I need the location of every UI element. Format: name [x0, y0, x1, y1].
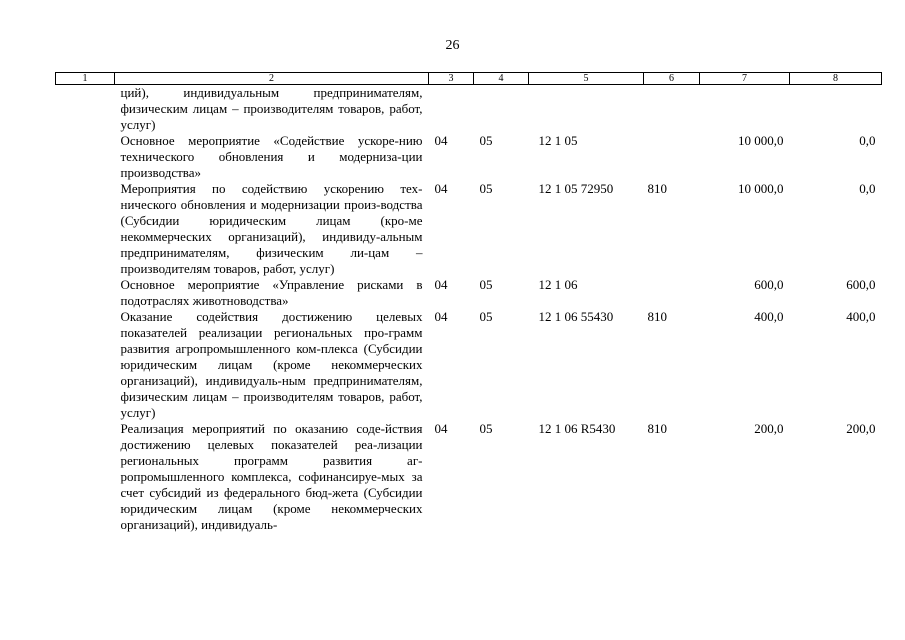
table-row	[56, 277, 882, 309]
sum-1-cell	[700, 85, 790, 134]
vr-cell: 810	[647, 181, 667, 196]
table-header	[56, 73, 882, 85]
column-header-5: 5	[529, 73, 644, 85]
csr-cell: 12 1 05 72950	[538, 181, 614, 196]
pr-cell	[474, 85, 529, 134]
pr-cell: 05	[479, 277, 493, 292]
table-row	[56, 181, 882, 277]
pr-cell: 05	[479, 133, 493, 148]
row-number-cell	[56, 421, 115, 533]
column-header-7: 7	[700, 73, 790, 85]
sum-2-cell	[790, 85, 882, 134]
csr-cell: 12 1 05	[538, 133, 578, 148]
table-row	[56, 133, 882, 181]
column-header-3: 3	[429, 73, 474, 85]
sum-2-cell: 200,0	[846, 421, 876, 436]
column-header-2: 2	[115, 73, 429, 85]
sum-1-cell: 10 000,0	[738, 133, 784, 148]
sum-1-cell: 600,0	[754, 277, 784, 292]
vr-cell	[644, 133, 700, 181]
rz-cell: 04	[434, 309, 448, 324]
rz-cell: 04	[434, 277, 448, 292]
sum-2-cell: 400,0	[846, 309, 876, 324]
vr-cell	[644, 277, 700, 309]
pr-cell: 05	[479, 181, 493, 196]
row-number-cell	[56, 133, 115, 181]
rz-cell: 04	[434, 181, 448, 196]
table-row	[56, 421, 882, 533]
sum-1-cell: 10 000,0	[738, 181, 784, 196]
header-row	[56, 73, 882, 85]
pr-cell: 05	[479, 421, 493, 436]
sum-1-cell: 200,0	[754, 421, 784, 436]
budget-table	[55, 72, 882, 533]
sum-2-cell: 0,0	[859, 181, 876, 196]
page-number: 26	[445, 38, 460, 53]
column-header-4: 4	[474, 73, 529, 85]
column-header-1: 1	[56, 73, 115, 85]
rz-cell: 04	[434, 133, 448, 148]
sum-2-cell: 600,0	[846, 277, 876, 292]
table-body	[56, 85, 882, 534]
csr-cell: 12 1 06 55430	[538, 309, 614, 324]
table-row	[56, 309, 882, 421]
pr-cell: 05	[479, 309, 493, 324]
csr-cell	[529, 85, 644, 134]
row-name-cell: Реализация мероприятий по оказанию соде-йствия достижению целевых показателей реа-лизации региональных программ развития аг-ропромышленного комплекса, софинансируе-мых за счет субсидий из федерального бюд-жета (Субсидии юридическим лицам (кроме некоммерческих организаций), индивидуаль-	[120, 421, 423, 532]
row-number-cell	[56, 85, 115, 134]
sum-1-cell: 400,0	[754, 309, 784, 324]
row-name-cell: Мероприятия по содействию ускорению тех-нического обновления и модернизации произ-водства (Субсидии юридическим лицам (кро-ме некоммерческих организаций), индивиду-альным предпринимателям, физическим ли-цам – производителям товаров, работ, услуг)	[120, 181, 423, 276]
vr-cell: 810	[647, 309, 667, 324]
sum-2-cell: 0,0	[859, 133, 876, 148]
table-row	[56, 85, 882, 134]
row-number-cell	[56, 277, 115, 309]
row-name-cell: ций), индивидуальным предпринимателям, физическим лицам – производителям товаров, работ, услуг)	[120, 85, 423, 132]
row-number-cell	[56, 309, 115, 421]
csr-cell: 12 1 06	[538, 277, 578, 292]
csr-cell: 12 1 06 R5430	[538, 421, 616, 436]
column-header-6: 6	[644, 73, 700, 85]
row-name-cell: Оказание содействия достижению целевых показателей реализации региональных про-грамм развития агропромышленного ком-плекса (Субсидии юридическим лицам (кроме некоммерческих организаций), индивидуаль-ным предпринимателям, физическим лицам – производителям товаров, работ, услуг)	[120, 309, 423, 420]
rz-cell: 04	[434, 421, 448, 436]
row-name-cell: Основное мероприятие «Содействие ускоре-нию технического обновления и модерниза-ции производства»	[120, 133, 423, 180]
row-number-cell	[56, 181, 115, 277]
vr-cell: 810	[647, 421, 667, 436]
rz-cell	[429, 85, 474, 134]
vr-cell	[644, 85, 700, 134]
row-name-cell: Основное мероприятие «Управление рисками в подотраслях животноводства»	[120, 277, 423, 308]
column-header-8: 8	[790, 73, 882, 85]
